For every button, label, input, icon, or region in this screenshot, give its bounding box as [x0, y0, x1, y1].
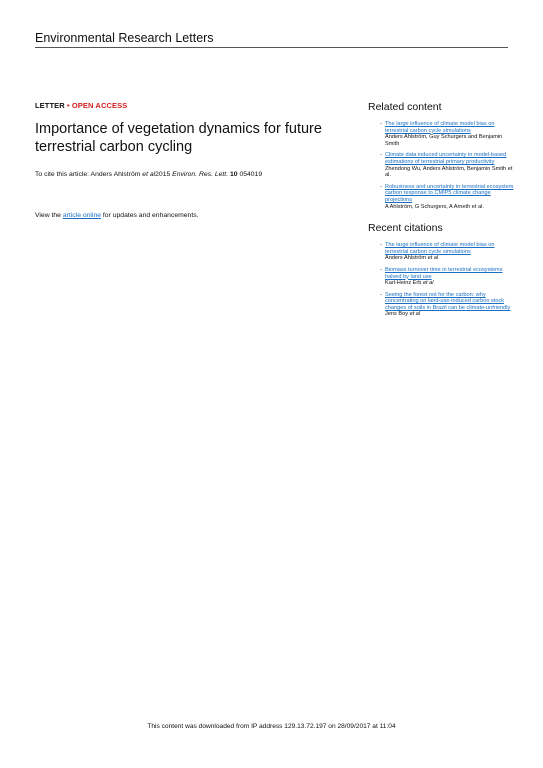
- sidebar: [368, 101, 518, 323]
- citation-item-authors: [385, 255, 518, 262]
- citation-item-authors: [385, 311, 518, 318]
- citation-item: [380, 267, 518, 287]
- related-item: [380, 152, 518, 178]
- related-item-authors: Zhendong Wu, Anders Ahlström, Benjamin Smith et al.: [385, 165, 513, 179]
- citation-etal: et al: [427, 255, 439, 262]
- kicker-separator: •: [66, 101, 70, 110]
- recent-citations-heading: Recent citations: [368, 222, 443, 235]
- citation-item: [380, 292, 518, 318]
- citation-author-name: Karl-Heinz Erb: [385, 280, 423, 287]
- related-content-list: [380, 121, 518, 210]
- article-type: LETTER: [35, 101, 65, 110]
- cite-year: 2015: [155, 171, 173, 178]
- view-prefix: View the: [35, 212, 63, 219]
- list-dash: -: [380, 183, 382, 190]
- citation-item-link[interactable]: Biomass turnover time in terrestrial ecosystems halved by land use: [385, 266, 503, 280]
- recent-citations-section: [368, 222, 518, 318]
- article-info: [35, 101, 335, 179]
- related-content-heading: Related content: [368, 101, 442, 113]
- citation-author-name: Anders Ahlström: [385, 255, 428, 262]
- citation-line: [35, 170, 335, 179]
- article-title: Importance of vegetation dynamics for future terrestrial carbon cycling: [35, 121, 322, 155]
- article-online-link[interactable]: article online: [62, 212, 102, 219]
- list-dash: -: [380, 242, 382, 249]
- list-dash: -: [380, 291, 382, 298]
- article-kicker: [35, 101, 335, 110]
- related-item-link[interactable]: Robustness and uncertainty in terrestrial ecosystem carbon response to CMIP5 climate change projections: [385, 183, 514, 203]
- citation-author-name: Jens Boy: [385, 311, 410, 318]
- related-item: [380, 184, 518, 210]
- journal-name: Environmental Research Letters: [35, 31, 214, 45]
- open-access-label: OPEN ACCESS: [71, 101, 128, 110]
- list-dash: -: [380, 266, 382, 273]
- citation-item-link[interactable]: Seeing the forest not for the carbon: why concentrating on land-use-induced carbon stock changes of soils in Brazil can be climate-unfriendly: [385, 291, 511, 311]
- related-item-link[interactable]: Climate data induced uncertainty in model-based estimations of terrestrial primary productivity: [385, 152, 507, 165]
- related-item: [380, 121, 518, 147]
- cite-volume: 10: [229, 171, 238, 178]
- citation-etal: et al: [409, 311, 421, 318]
- view-suffix: for updates and enhancements.: [101, 212, 199, 219]
- citation-etal: et al: [422, 280, 434, 287]
- download-footer: This content was downloaded from IP address 129.13.72.197 on 28/09/2017 at 11:04: [147, 723, 396, 730]
- list-dash: -: [380, 121, 382, 127]
- related-item-link[interactable]: The large influence of climate model bias on terrestrial carbon cycle simulations: [385, 121, 495, 134]
- citation-item-link[interactable]: The large influence of climate model bias on terrestrial carbon cycle simulations: [385, 242, 495, 255]
- cite-etal: et al: [142, 171, 156, 178]
- citation-item-authors: [385, 280, 518, 287]
- list-dash: -: [380, 152, 382, 159]
- cite-journal: Environ. Res. Lett.: [172, 171, 229, 178]
- citation-item: [380, 242, 518, 262]
- recent-citations-list: [380, 242, 518, 318]
- view-online-line: [35, 212, 199, 219]
- related-item-authors: Anders Ahlström, Guy Schurgers and Benjamin Smith: [385, 134, 503, 147]
- cite-prefix: To cite this article: Anders Ahlström: [35, 171, 143, 178]
- related-item-authors: A Ahlström, G Schurgers, A Arneth et al.: [385, 203, 484, 210]
- header-rule: [35, 47, 508, 48]
- cite-number: 054019: [239, 171, 263, 178]
